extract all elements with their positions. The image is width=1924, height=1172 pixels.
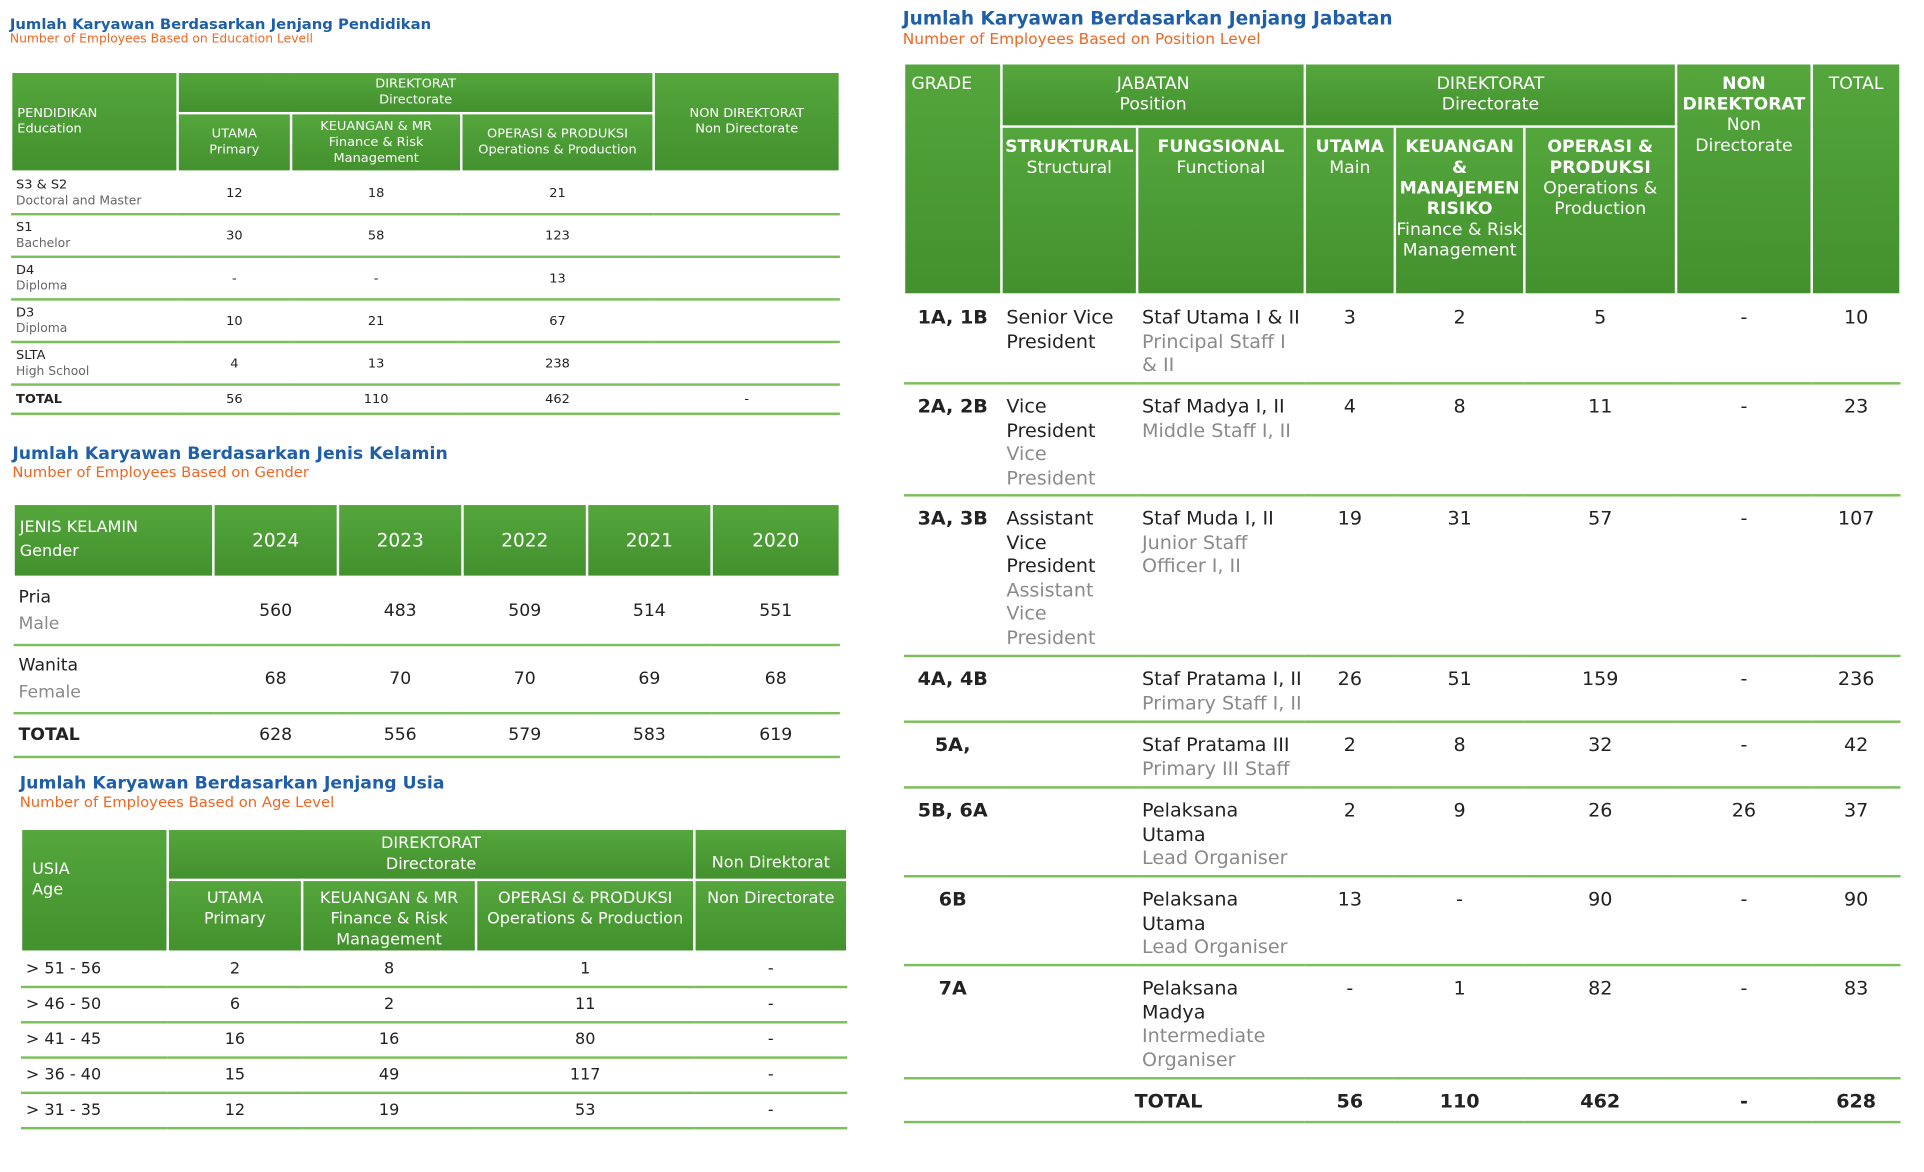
struktural-cell <box>1001 656 1137 722</box>
total-label: TOTAL <box>11 385 177 414</box>
cell: - <box>1395 876 1524 965</box>
grade-cell: 6B <box>904 876 1001 965</box>
cell: 21 <box>291 299 461 342</box>
table-row <box>21 1093 847 1128</box>
age-header-utama: UTAMA Primary <box>168 880 302 952</box>
row-label: S3 & S2 Doctoral and Master <box>11 172 177 215</box>
age-table <box>20 828 849 1130</box>
table-row <box>14 577 840 645</box>
year-header: 2023 <box>338 504 463 577</box>
grade-cell: 4A, 4B <box>904 656 1001 722</box>
gender-table <box>12 503 841 759</box>
cell: 56 <box>178 385 291 414</box>
gender-header-row <box>14 504 840 577</box>
gender-title: Jumlah Karyawan Berdasarkan Jenis Kelamin <box>12 444 448 464</box>
cell: 110 <box>1395 1078 1524 1122</box>
cell: 238 <box>461 342 653 385</box>
cell: 4 <box>1305 383 1395 495</box>
cell: 5 <box>1524 295 1676 384</box>
cell: 26 <box>1524 787 1676 876</box>
cell: 117 <box>476 1058 694 1093</box>
year-header: 2024 <box>213 504 338 577</box>
cell: 26 <box>1676 787 1812 876</box>
table-row <box>21 1022 847 1057</box>
utama-header: UTAMA Main <box>1305 127 1395 295</box>
row-label: D4 Diploma <box>11 257 177 300</box>
struktural-cell: Assistant Vice President Assistant Vice President <box>1001 495 1137 656</box>
table-row <box>904 383 1901 495</box>
cell: 68 <box>213 645 338 713</box>
cell: 8 <box>1395 722 1524 788</box>
cell: - <box>1676 876 1812 965</box>
struktural-header: STRUKTURAL Structural <box>1001 127 1137 295</box>
education-title: Jumlah Karyawan Berdasarkan Jenjang Pendidikan <box>9 15 432 33</box>
cell: 628 <box>1812 1078 1901 1122</box>
cell: 509 <box>462 577 587 645</box>
cell: 30 <box>178 214 291 257</box>
year-header: 2021 <box>587 504 712 577</box>
cell: 2 <box>302 987 476 1022</box>
keuangan-header: KEUANGAN & MANAJEMEN RISIKO Finance & Risk Management <box>1395 127 1524 295</box>
struktural-cell: Vice President Vice President <box>1001 383 1137 495</box>
cell: 8 <box>1395 383 1524 495</box>
cell: 123 <box>461 214 653 257</box>
table-row <box>11 342 840 385</box>
table-row <box>904 656 1901 722</box>
position-title: Jumlah Karyawan Berdasarkan Jenjang Jabatan <box>902 7 1393 30</box>
cell: 70 <box>462 645 587 713</box>
age-header-row-1 <box>21 829 847 880</box>
cell: - <box>694 1093 847 1128</box>
cell <box>654 342 840 385</box>
table-row <box>904 295 1901 384</box>
fungsional-cell: Pelaksana Utama Lead Organiser <box>1137 787 1305 876</box>
cell: - <box>1305 965 1395 1078</box>
table-row <box>11 257 840 300</box>
cell: 2 <box>1305 722 1395 788</box>
cell: - <box>291 257 461 300</box>
table-row <box>904 495 1901 656</box>
cell: 3 <box>1305 295 1395 384</box>
row-label: > 41 - 45 <box>21 1022 168 1057</box>
gender-section <box>12 444 838 758</box>
cell: 462 <box>461 385 653 414</box>
cell: 53 <box>476 1093 694 1128</box>
cell: 110 <box>291 385 461 414</box>
age-header-operasi: OPERASI & PRODUKSI Operations & Production <box>476 880 694 952</box>
cell: 2 <box>1395 295 1524 384</box>
education-table <box>10 71 841 415</box>
cell: 9 <box>1395 787 1524 876</box>
table-row <box>11 299 840 342</box>
education-header-operasi: OPERASI & PRODUKSI Operations & Production <box>461 113 653 171</box>
cell: 159 <box>1524 656 1676 722</box>
struktural-cell <box>1001 965 1137 1078</box>
table-row <box>11 172 840 215</box>
education-header-group: DIREKTORAT Directorate <box>178 72 654 113</box>
cell: 82 <box>1524 965 1676 1078</box>
cell: - <box>1676 656 1812 722</box>
cell: 90 <box>1524 876 1676 965</box>
cell: 31 <box>1395 495 1524 656</box>
table-row <box>904 787 1901 876</box>
cell: 90 <box>1812 876 1901 965</box>
total-row <box>904 1078 1901 1122</box>
cell: 67 <box>461 299 653 342</box>
cell: 19 <box>302 1093 476 1128</box>
cell: 8 <box>302 952 476 987</box>
struktural-cell <box>1001 876 1137 965</box>
fungsional-cell: Staf Madya I, II Middle Staff I, II <box>1137 383 1305 495</box>
table-row <box>904 722 1901 788</box>
cell: 13 <box>461 257 653 300</box>
cell: 80 <box>476 1022 694 1057</box>
table-row <box>14 645 840 713</box>
year-header: 2020 <box>712 504 840 577</box>
age-header-keuangan: KEUANGAN & MR Finance & Risk Management <box>302 880 476 952</box>
cell <box>654 299 840 342</box>
fungsional-header: FUNGSIONAL Functional <box>1137 127 1305 295</box>
jabatan-header: JABATAN Position <box>1001 63 1304 126</box>
cell: 579 <box>462 713 587 757</box>
cell: 23 <box>1812 383 1901 495</box>
year-header: 2022 <box>462 504 587 577</box>
age-header-nondir-bottom: Non Directorate <box>694 880 847 952</box>
cell: 18 <box>291 172 461 215</box>
table-row <box>11 214 840 257</box>
cell: - <box>694 1022 847 1057</box>
position-table <box>903 62 1902 1123</box>
row-label: > 46 - 50 <box>21 987 168 1022</box>
cell: 107 <box>1812 495 1901 656</box>
cell: 13 <box>1305 876 1395 965</box>
cell: - <box>1676 722 1812 788</box>
cell: 70 <box>338 645 463 713</box>
cell <box>654 214 840 257</box>
education-section <box>10 16 839 415</box>
cell: 462 <box>1524 1078 1676 1122</box>
cell: - <box>654 385 840 414</box>
cell: 1 <box>476 952 694 987</box>
cell: 37 <box>1812 787 1901 876</box>
age-header-group: DIREKTORAT Directorate <box>168 829 695 880</box>
row-label: Wanita Female <box>14 645 214 713</box>
fungsional-cell: Staf Muda I, II Junior Staff Officer I, II <box>1137 495 1305 656</box>
grade-cell: 2A, 2B <box>904 383 1001 495</box>
cell: 2 <box>168 952 302 987</box>
cell: 83 <box>1812 965 1901 1078</box>
grade-cell: 1A, 1B <box>904 295 1001 384</box>
table-row <box>904 876 1901 965</box>
cell: 583 <box>587 713 712 757</box>
cell: 49 <box>302 1058 476 1093</box>
cell: 11 <box>476 987 694 1022</box>
cell: 13 <box>291 342 461 385</box>
cell: 19 <box>1305 495 1395 656</box>
cell <box>904 1078 1001 1122</box>
cell: - <box>694 987 847 1022</box>
cell: - <box>1676 295 1812 384</box>
direktorat-header: DIREKTORAT Directorate <box>1305 63 1676 126</box>
cell: 6 <box>168 987 302 1022</box>
total-label: TOTAL <box>1001 1078 1304 1122</box>
age-title: Jumlah Karyawan Berdasarkan Jenjang Usia <box>19 774 445 794</box>
grade-cell: 7A <box>904 965 1001 1078</box>
cell: 26 <box>1305 656 1395 722</box>
cell: 628 <box>213 713 338 757</box>
fungsional-cell: Pelaksana Madya Intermediate Organiser <box>1137 965 1305 1078</box>
cell: 16 <box>168 1022 302 1057</box>
cell: 1 <box>1395 965 1524 1078</box>
cell: 10 <box>1812 295 1901 384</box>
row-label: SLTA High School <box>11 342 177 385</box>
table-row <box>21 987 847 1022</box>
cell: - <box>1676 495 1812 656</box>
age-header-col1: USIA Age <box>21 829 168 952</box>
cell: 556 <box>338 713 463 757</box>
education-subtitle: Number of Employees Based on Education Levell <box>9 32 313 47</box>
fungsional-cell: Staf Utama I & II Principal Staff I & II <box>1137 295 1305 384</box>
education-header-nondir: NON DIREKTORAT Non Directorate <box>654 72 840 172</box>
education-header-col1: PENDIDIKAN Education <box>11 72 177 172</box>
cell: - <box>178 257 291 300</box>
cell <box>654 257 840 300</box>
position-header-row-1 <box>904 63 1901 126</box>
cell: 236 <box>1812 656 1901 722</box>
age-header-nondir-top: Non Direktorat <box>694 829 847 880</box>
education-header-keuangan: KEUANGAN & MR Finance & Risk Management <box>291 113 461 171</box>
row-label: S1 Bachelor <box>11 214 177 257</box>
cell: - <box>1676 383 1812 495</box>
cell: 51 <box>1395 656 1524 722</box>
cell: 21 <box>461 172 653 215</box>
cell: 69 <box>587 645 712 713</box>
row-label: > 36 - 40 <box>21 1058 168 1093</box>
cell: 551 <box>712 577 840 645</box>
cell: 4 <box>178 342 291 385</box>
cell: 16 <box>302 1022 476 1057</box>
cell: - <box>694 1058 847 1093</box>
cell <box>654 172 840 215</box>
cell: 11 <box>1524 383 1676 495</box>
cell: 56 <box>1305 1078 1395 1122</box>
cell: 514 <box>587 577 712 645</box>
total-row <box>14 713 840 757</box>
row-label: > 51 - 56 <box>21 952 168 987</box>
cell: 58 <box>291 214 461 257</box>
table-row <box>21 952 847 987</box>
cell: 619 <box>712 713 840 757</box>
fungsional-cell: Staf Pratama I, II Primary Staff I, II <box>1137 656 1305 722</box>
position-subtitle: Number of Employees Based on Position Level <box>902 29 1261 48</box>
cell: 42 <box>1812 722 1901 788</box>
row-label: D3 Diploma <box>11 299 177 342</box>
grade-header: GRADE <box>904 63 1001 294</box>
cell: 12 <box>178 172 291 215</box>
age-subtitle: Number of Employees Based on Age Level <box>19 793 335 811</box>
cell: 483 <box>338 577 463 645</box>
struktural-cell <box>1001 722 1137 788</box>
cell: 57 <box>1524 495 1676 656</box>
cell: 32 <box>1524 722 1676 788</box>
cell: - <box>694 952 847 987</box>
cell: 15 <box>168 1058 302 1093</box>
grade-cell: 5A, <box>904 722 1001 788</box>
operasi-header: OPERASI & PRODUKSI Operations & Production <box>1524 127 1676 295</box>
grade-cell: 5B, 6A <box>904 787 1001 876</box>
fungsional-cell: Staf Pratama III Primary III Staff <box>1137 722 1305 788</box>
education-header-row-1 <box>11 72 840 113</box>
fungsional-cell: Pelaksana Utama Lead Organiser <box>1137 876 1305 965</box>
row-label: > 31 - 35 <box>21 1093 168 1128</box>
cell: 10 <box>178 299 291 342</box>
total-row <box>11 385 840 414</box>
education-header-utama: UTAMA Primary <box>178 113 291 171</box>
gender-header-col1: JENIS KELAMIN Gender <box>14 504 214 577</box>
cell: - <box>1676 1078 1812 1122</box>
table-row <box>21 1058 847 1093</box>
position-section <box>903 7 1900 1123</box>
table-row <box>904 965 1901 1078</box>
cell: - <box>1676 965 1812 1078</box>
total-label: TOTAL <box>14 713 214 757</box>
gender-subtitle: Number of Employees Based on Gender <box>12 463 309 481</box>
row-label: Pria Male <box>14 577 214 645</box>
cell: 560 <box>213 577 338 645</box>
cell: 68 <box>712 645 840 713</box>
struktural-cell: Senior Vice President <box>1001 295 1137 384</box>
total-header: TOTAL <box>1812 63 1901 294</box>
grade-cell: 3A, 3B <box>904 495 1001 656</box>
nondir-header: NON DIREKTORAT Non Directorate <box>1676 63 1812 294</box>
cell: 12 <box>168 1093 302 1128</box>
cell: 2 <box>1305 787 1395 876</box>
struktural-cell <box>1001 787 1137 876</box>
age-section <box>20 774 846 1129</box>
